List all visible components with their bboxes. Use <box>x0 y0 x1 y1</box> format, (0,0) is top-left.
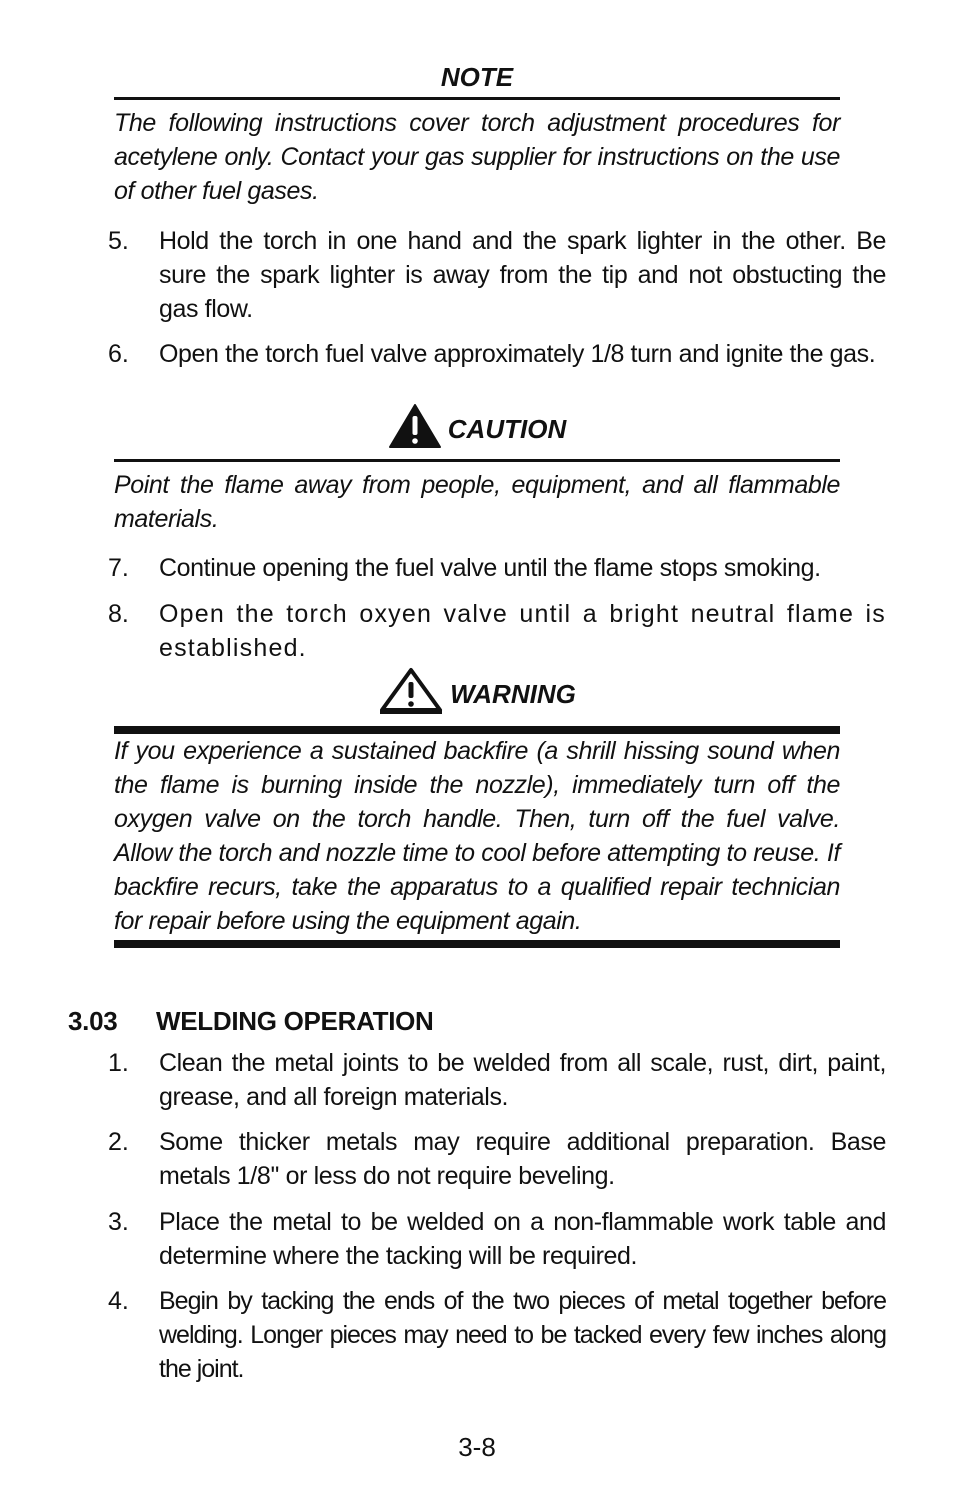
warning-text: If you experience a sustained backfire (a shrill hissing sound when the flame is burning inside the nozzle), immediately turn off the oxygen valve on the torch handle. Then, turn off the fuel valve. Allow the torch and nozzle time to cool before attempting to reuse. If backfire recurs, take the apparatus to a qualified repair technician for repair before using the equipment again. <box>114 737 840 935</box>
section-title: WELDING OPERATION <box>156 1006 434 1036</box>
section-number: 3.03 <box>68 1006 118 1036</box>
caution-heading-text: CAUTION <box>447 413 567 444</box>
step-text: Begin by tacking the ends of the two pieces of metal together before welding. Longer pieces may need to be tacked every few inches along the joint. <box>159 1287 886 1383</box>
caution-text: Point the flame away from people, equipment, and all flammable materials. <box>114 471 840 533</box>
caution-heading <box>114 404 840 454</box>
step-text: Open the torch oxyen valve until a bright neutral flame is established. <box>159 600 886 662</box>
caution-triangle-icon <box>388 403 442 456</box>
list-item-step-2 <box>108 1125 886 1193</box>
step-text: Open the torch fuel valve approximately 1/8 turn and ignite the gas. <box>159 340 876 368</box>
page-number: 3-8 <box>458 1432 496 1462</box>
step-text: Clean the metal joints to be welded from all scale, rust, dirt, paint, grease, and all foreign materials. <box>159 1049 886 1111</box>
list-item-step-1 <box>108 1046 886 1114</box>
step-number: 1. <box>108 1049 129 1077</box>
step-text: Hold the torch in one hand and the spark lighter in the other. Be sure the spark lighter is away from the tip and not obstucting the gas flow. <box>159 227 886 323</box>
step-number: 7. <box>108 554 129 582</box>
list-item-step-5 <box>108 224 886 326</box>
step-number: 2. <box>108 1128 129 1156</box>
list-item-step-8 <box>108 597 886 665</box>
section-heading <box>68 1006 434 1037</box>
caution-rule <box>114 459 840 462</box>
warning-heading <box>114 666 840 722</box>
list-item-step-7 <box>108 551 886 585</box>
note-rule <box>114 97 840 100</box>
step-number: 4. <box>108 1287 129 1315</box>
list-item-step-6 <box>108 337 886 371</box>
list-item-step-4 <box>108 1284 886 1386</box>
step-number: 8. <box>108 600 129 628</box>
note-heading-text: NOTE <box>440 62 514 92</box>
warning-rule-bottom <box>114 940 840 948</box>
step-number: 3. <box>108 1208 129 1236</box>
list-item-step-3 <box>108 1205 886 1273</box>
step-text: Place the metal to be welded on a non-flammable work table and determine where the tacking will be required. <box>159 1208 886 1270</box>
step-number: 6. <box>108 340 129 368</box>
step-text: Continue opening the fuel valve until the flame stops smoking. <box>159 554 821 582</box>
warning-rule-top <box>114 726 840 734</box>
step-text: Some thicker metals may require additional preparation. Base metals 1/8'' or less do not require beveling. <box>159 1128 886 1190</box>
warning-heading-text: WARNING <box>450 678 576 709</box>
warning-triangle-icon <box>378 666 444 723</box>
step-number: 5. <box>108 227 129 255</box>
note-text: The following instructions cover torch adjustment procedures for acetylene only. Contact your gas supplier for instructions on the use of other fuel gases. <box>114 109 840 205</box>
note-heading <box>114 62 840 93</box>
